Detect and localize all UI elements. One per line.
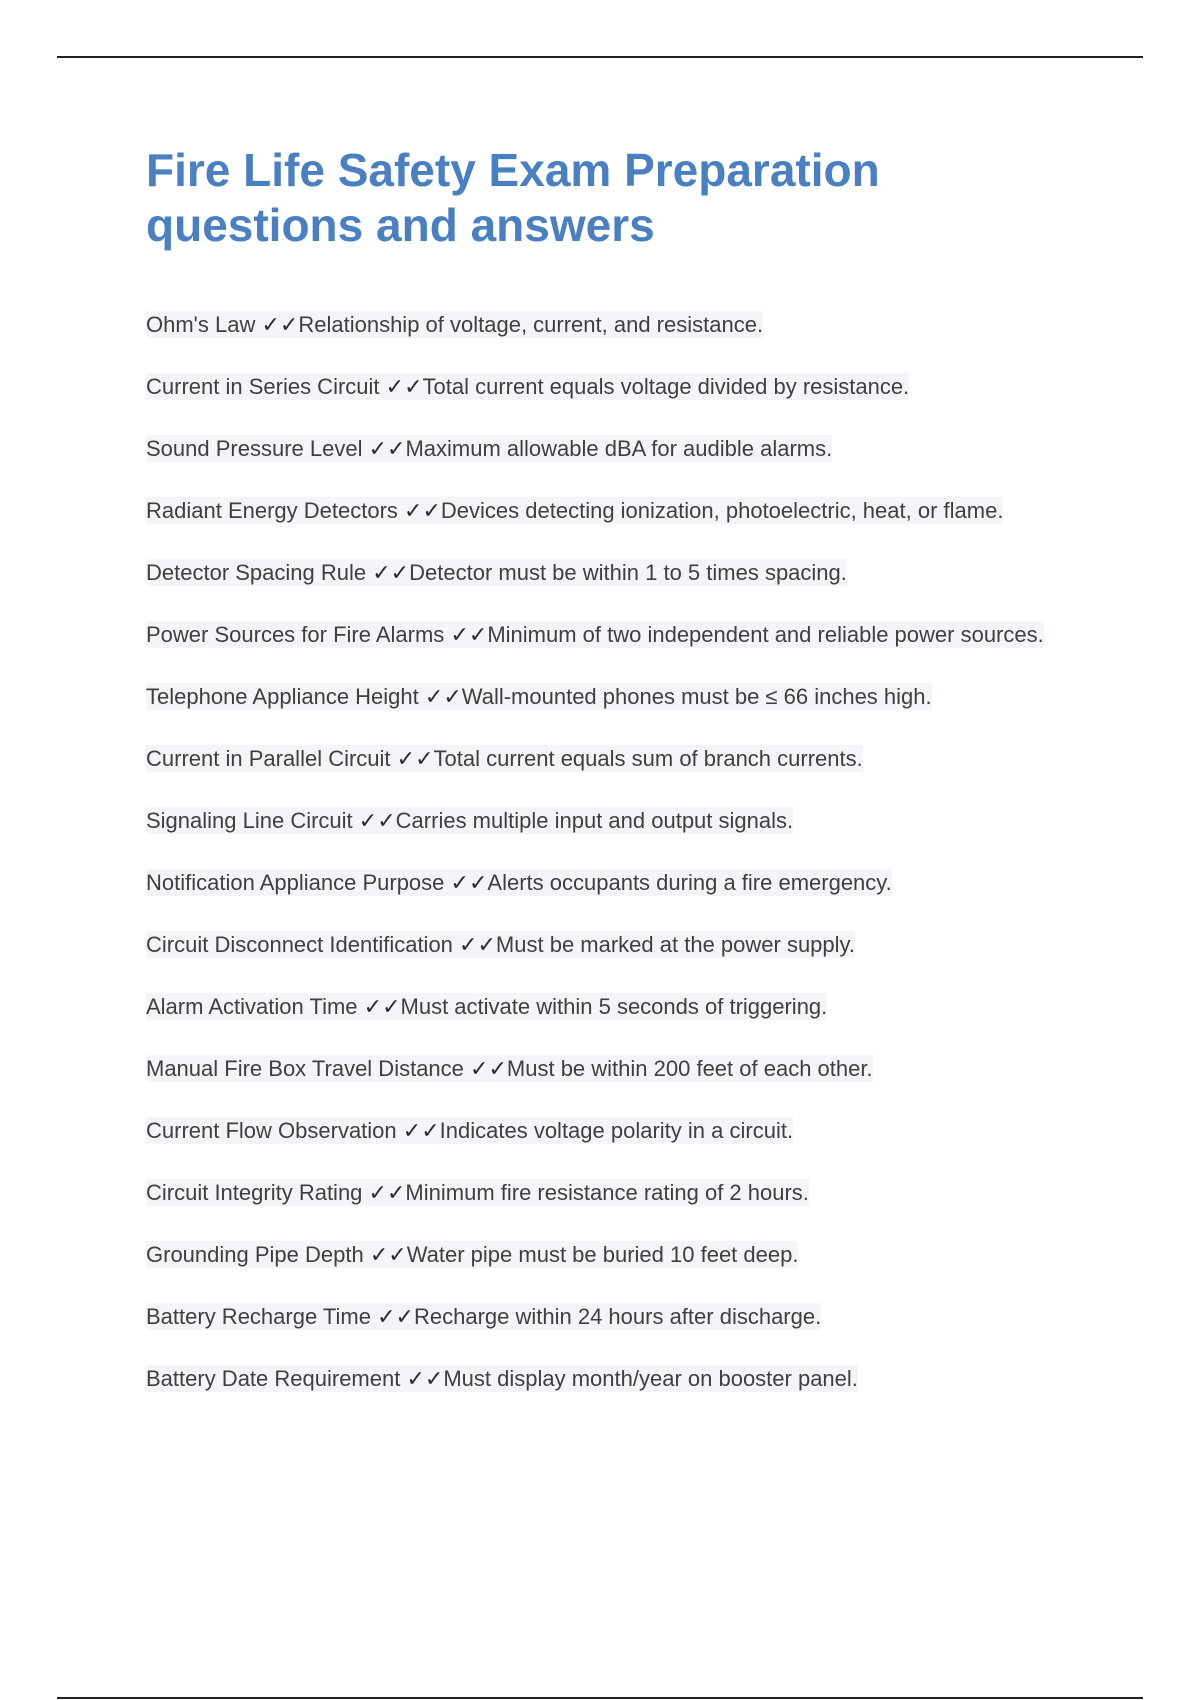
qa-item <box>146 1055 1092 1083</box>
qa-definition: Must display month/year on booster panel. <box>443 1366 858 1391</box>
qa-definition: Recharge within 24 hours after discharge. <box>413 1304 822 1329</box>
top-rule <box>57 56 1143 58</box>
qa-term: Circuit Disconnect Identification <box>146 932 453 957</box>
qa-definition: Alerts occupants during a fire emergency. <box>487 870 892 895</box>
qa-term: Current in Parallel Circuit <box>146 746 391 771</box>
double-check-icon: ✓✓ <box>363 994 401 1019</box>
qa-term: Alarm Activation Time <box>146 994 358 1019</box>
qa-term: Manual Fire Box Travel Distance <box>146 1056 464 1081</box>
double-check-icon: ✓✓ <box>450 870 488 895</box>
qa-definition: Minimum fire resistance rating of 2 hours. <box>405 1180 809 1205</box>
double-check-icon: ✓✓ <box>450 622 488 647</box>
double-check-icon: ✓✓ <box>424 684 462 709</box>
qa-item <box>146 1365 1092 1393</box>
qa-item <box>146 869 1092 897</box>
qa-item <box>146 683 1092 711</box>
qa-item <box>146 807 1092 835</box>
qa-item <box>146 497 1092 525</box>
double-check-icon: ✓✓ <box>470 1056 507 1081</box>
qa-definition: Maximum allowable dBA for audible alarms. <box>405 436 833 461</box>
qa-item <box>146 1241 1092 1269</box>
qa-definition: Must activate within 5 seconds of triggering. <box>400 994 828 1019</box>
qa-definition: Water pipe must be buried 10 feet deep. <box>406 1242 799 1267</box>
qa-term: Signaling Line Circuit <box>146 808 353 833</box>
qa-term: Current Flow Observation <box>146 1118 397 1143</box>
document-body <box>146 143 1092 1427</box>
qa-list <box>146 311 1092 1393</box>
double-check-icon: ✓✓ <box>459 932 496 957</box>
qa-item <box>146 745 1092 773</box>
page-title: Fire Life Safety Exam Preparation questions and answers <box>146 144 880 251</box>
qa-definition: Must be marked at the power supply. <box>495 932 856 957</box>
bottom-rule <box>57 1697 1143 1699</box>
qa-term: Detector Spacing Rule <box>146 560 367 585</box>
double-check-icon: ✓✓ <box>404 498 441 523</box>
qa-term: Telephone Appliance Height <box>146 684 419 709</box>
qa-item <box>146 559 1092 587</box>
double-check-icon: ✓✓ <box>368 1180 406 1205</box>
qa-item <box>146 373 1092 401</box>
qa-definition: Total current equals sum of branch currents. <box>433 746 863 771</box>
qa-item <box>146 1303 1092 1331</box>
double-check-icon: ✓✓ <box>368 436 406 461</box>
double-check-icon: ✓✓ <box>396 746 434 771</box>
qa-item <box>146 1117 1092 1145</box>
double-check-icon: ✓✓ <box>406 1366 444 1391</box>
qa-definition: Carries multiple input and output signals. <box>395 808 794 833</box>
qa-term: Grounding Pipe Depth <box>146 1242 364 1267</box>
qa-term: Battery Date Requirement <box>146 1366 401 1391</box>
double-check-icon: ✓✓ <box>369 1242 407 1267</box>
qa-definition: Wall-mounted phones must be ≤ 66 inches high. <box>461 684 932 709</box>
qa-term: Power Sources for Fire Alarms <box>146 622 445 647</box>
qa-term: Ohm's Law <box>146 312 256 337</box>
qa-term: Circuit Integrity Rating <box>146 1180 363 1205</box>
qa-item <box>146 311 1092 339</box>
qa-item <box>146 435 1092 463</box>
double-check-icon: ✓✓ <box>372 560 410 585</box>
qa-definition: Devices detecting ionization, photoelectric, heat, or flame. <box>440 498 1004 523</box>
qa-item <box>146 931 1092 959</box>
qa-term: Battery Recharge Time <box>146 1304 371 1329</box>
qa-item <box>146 993 1092 1021</box>
qa-item <box>146 621 1092 649</box>
double-check-icon: ✓✓ <box>402 1118 440 1143</box>
qa-term: Radiant Energy Detectors <box>146 498 398 523</box>
double-check-icon: ✓✓ <box>358 808 396 833</box>
qa-item <box>146 1179 1092 1207</box>
qa-definition: Relationship of voltage, current, and resistance. <box>298 312 764 337</box>
qa-term: Sound Pressure Level <box>146 436 363 461</box>
double-check-icon: ✓✓ <box>377 1304 414 1329</box>
double-check-icon: ✓✓ <box>385 374 423 399</box>
qa-definition: Indicates voltage polarity in a circuit. <box>439 1118 794 1143</box>
qa-definition: Must be within 200 feet of each other. <box>506 1056 873 1081</box>
qa-term: Notification Appliance Purpose <box>146 870 445 895</box>
qa-definition: Total current equals voltage divided by resistance. <box>422 374 910 399</box>
double-check-icon: ✓✓ <box>261 312 299 337</box>
qa-definition: Minimum of two independent and reliable power sources. <box>487 622 1044 647</box>
qa-term: Current in Series Circuit <box>146 374 380 399</box>
qa-definition: Detector must be within 1 to 5 times spacing. <box>409 560 847 585</box>
